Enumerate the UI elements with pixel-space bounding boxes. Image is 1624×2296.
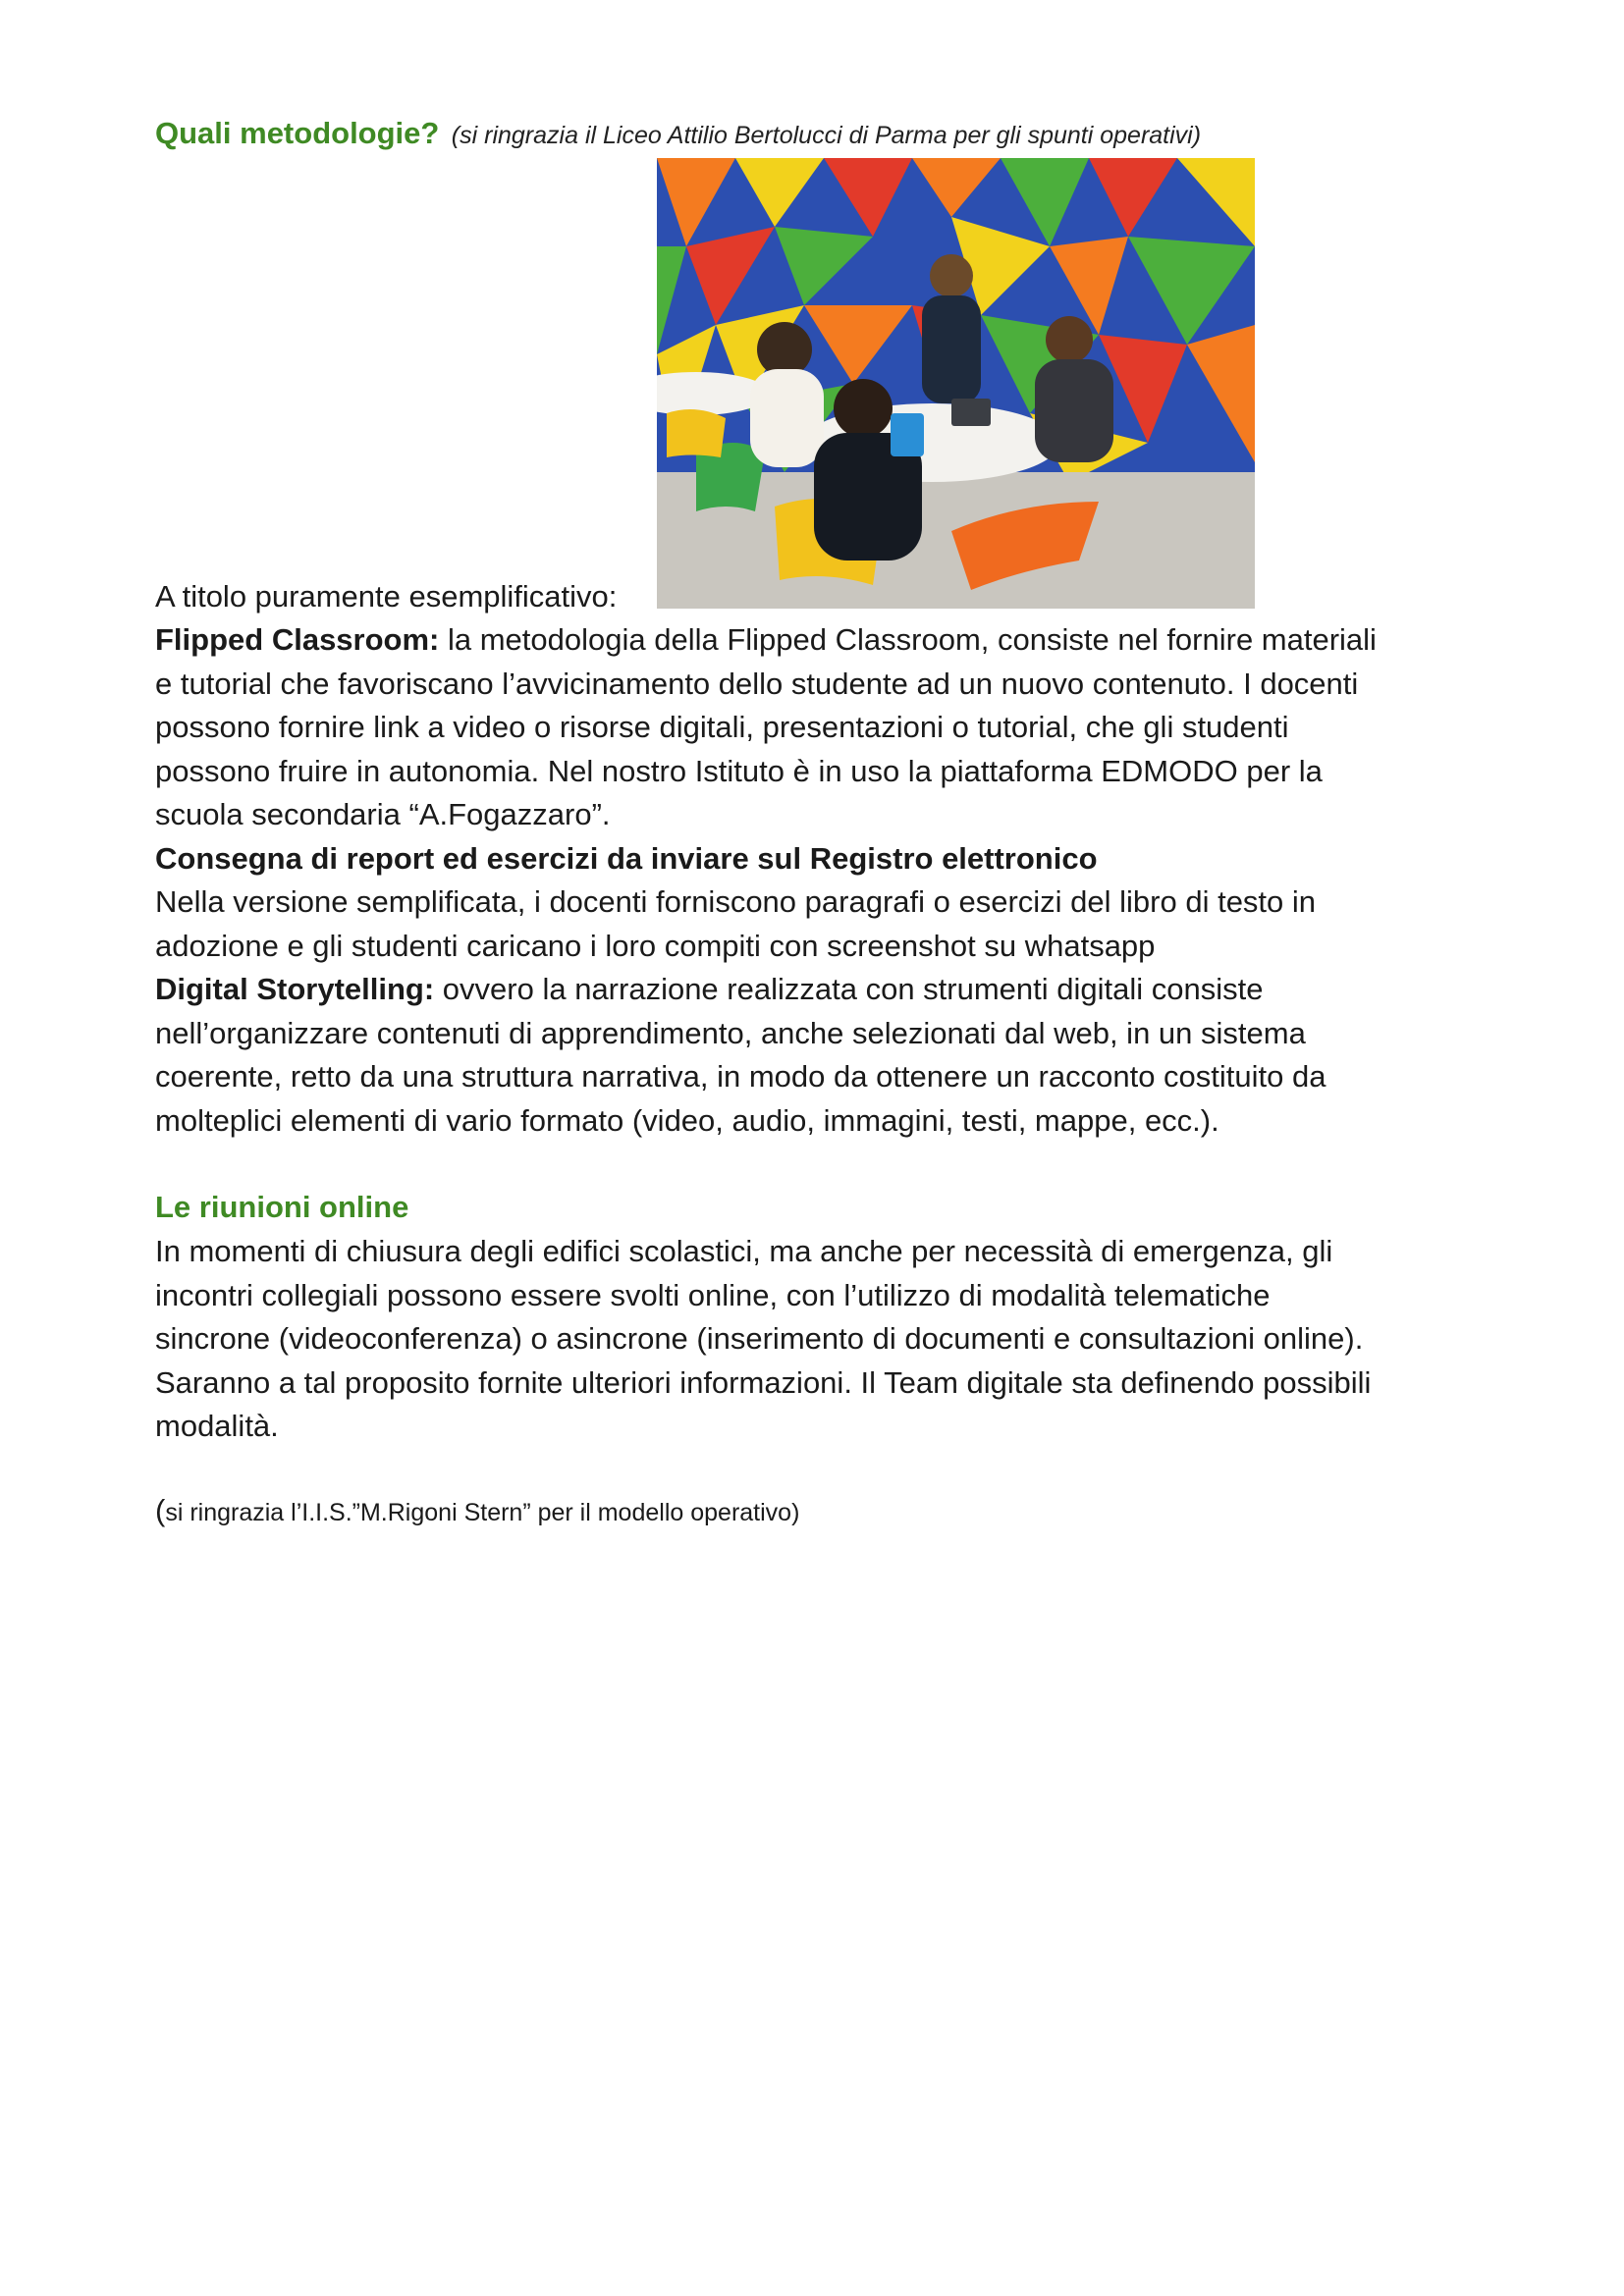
flipped-line-5: scuola secondaria “A.Fogazzaro”.: [155, 797, 611, 831]
footnote-open-paren: (: [155, 1493, 166, 1527]
footnote: [155, 1493, 799, 1528]
report-title: Consegna di report ed esercizi da inviare sul Registro elettronico: [155, 840, 1098, 876]
flipped-line-2: e tutorial che favoriscano l’avvicinamento dello studente ad un nuovo contenuto. I docenti: [155, 666, 1359, 701]
riunioni-line-2: incontri collegiali possono essere svolti online, con l’utilizzo di modalità telematiche: [155, 1277, 1271, 1312]
riunioni-line-1: In momenti di chiusura degli edifici scolastici, ma anche per necessità di emergenza, gli: [155, 1234, 1333, 1268]
footnote-text: si ringrazia l’I.I.S.”M.Rigoni Stern” per il modello operativo): [165, 1499, 800, 1526]
intro-line: A titolo puramente esemplificativo:: [155, 579, 618, 614]
section-title-note: (si ringrazia il Liceo Attilio Bertolucci di Parma per gli spunti operativi): [451, 122, 1202, 149]
section-title-metodologie: Quali metodologie?: [155, 116, 440, 150]
riunioni-section: [155, 1230, 1490, 1449]
intro-text: [155, 575, 1490, 619]
storytelling-line-2: nell’organizzare contenuti di apprendimento, anche selezionati dal web, in un sistema: [155, 1015, 1306, 1050]
flipped-line-1: [155, 618, 1490, 663]
flipped-text-1: la metodologia della Flipped Classroom, consiste nel fornire materiali: [439, 622, 1377, 657]
storytelling-line-3: coerente, retto da una struttura narrativa, in modo da ottenere un racconto costituito da: [155, 1059, 1326, 1094]
flipped-line-3: possono fornire link a video o risorse digitali, presentazioni o tutorial, che gli studenti: [155, 710, 1289, 744]
storytelling-text-1: ovvero la narrazione realizzata con strumenti digitali consiste: [434, 972, 1264, 1006]
storytelling-line-1: [155, 968, 1490, 1012]
riunioni-line-4: Saranno a tal proposito fornite ulteriori informazioni. Il Team digitale sta definendo possibili: [155, 1364, 1372, 1400]
flipped-label: Flipped Classroom:: [155, 622, 440, 657]
storytelling-line-4: molteplici elementi di vario formato (video, audio, immagini, testi, mappe, ecc.).: [155, 1102, 1219, 1138]
classroom-photo: [657, 158, 1255, 609]
report-line-2: adozione e gli studenti caricano i loro compiti con screenshot su whatsapp: [155, 928, 1156, 963]
riunioni-line-3: sincrone (videoconferenza) o asincrone (inserimento di documenti e consultazioni online).: [155, 1321, 1364, 1356]
storytelling-label: Digital Storytelling:: [155, 972, 435, 1006]
riunioni-line-5: modalità.: [155, 1409, 279, 1443]
flipped-line-4: possono fruire in autonomia. Nel nostro Istituto è in uso la piattaforma EDMODO per la: [155, 753, 1323, 788]
section-title-riunioni: Le riunioni online: [155, 1190, 409, 1224]
report-line-1: Nella versione semplificata, i docenti forniscono paragrafi o esercizi del libro di testo in: [155, 884, 1317, 919]
section-heading-row: [155, 116, 1201, 151]
methodologies-section: [155, 618, 1490, 1143]
